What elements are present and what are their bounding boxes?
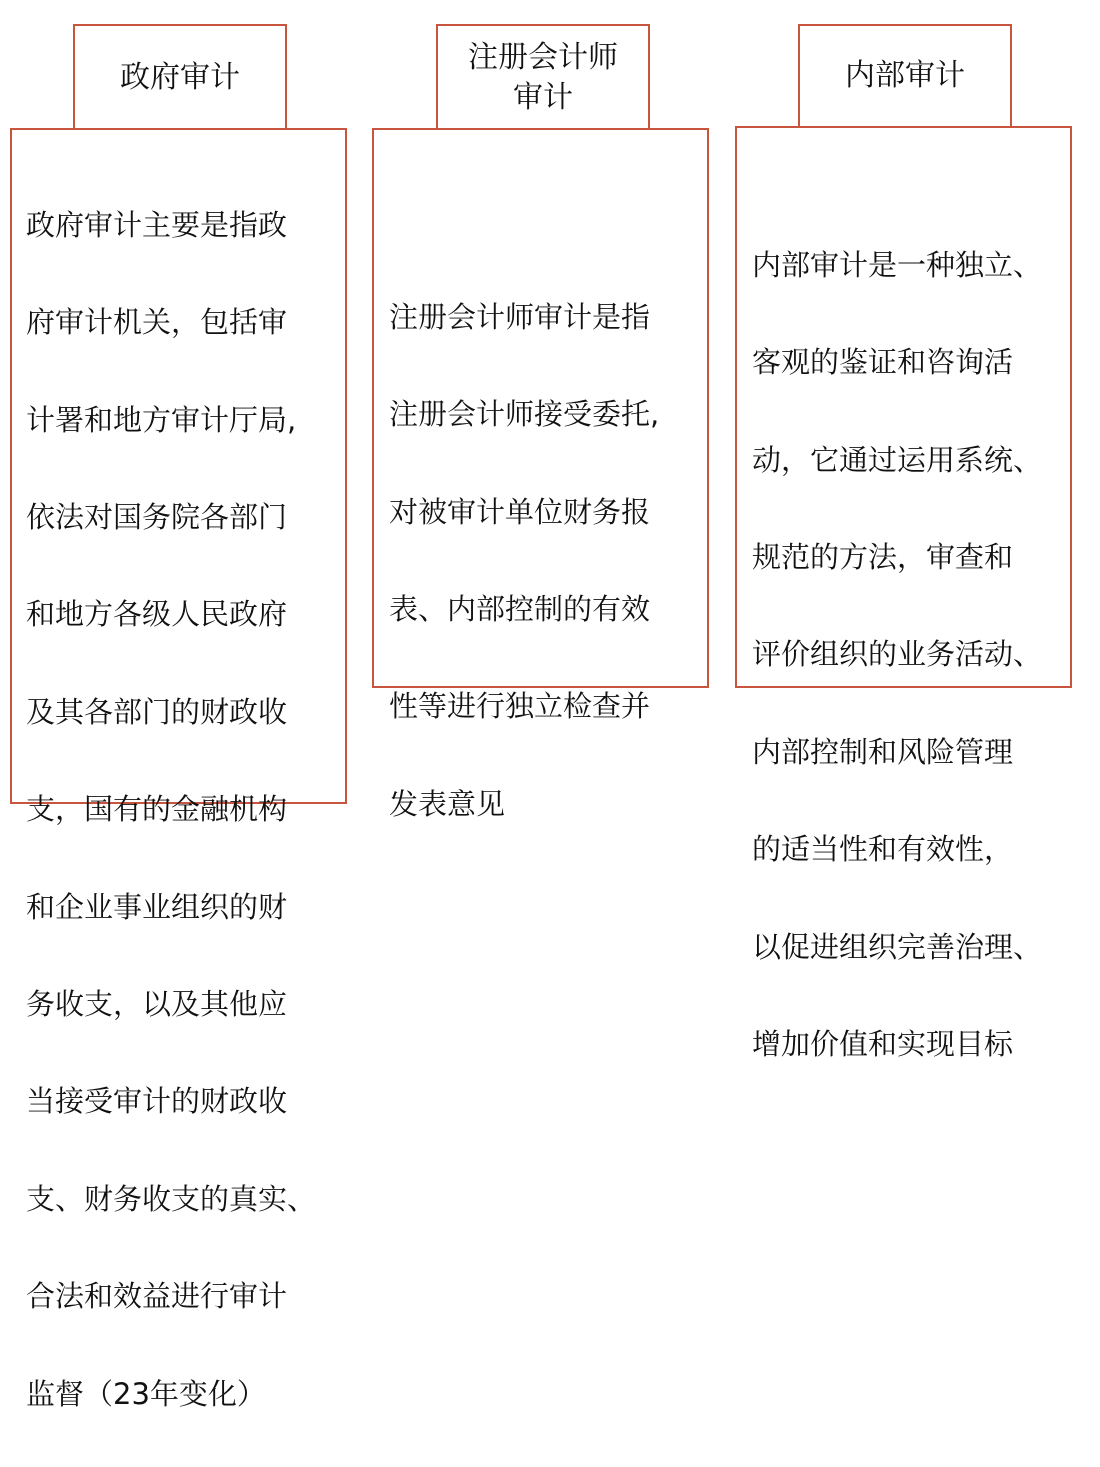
cpa-audit-title: 注册会计师 审计	[468, 39, 618, 115]
text-line: 动，它通过运用系统、	[752, 442, 1043, 477]
text-line: 客观的鉴证和咨询活	[752, 345, 1014, 380]
text-line: 监督（23年变化）	[26, 1376, 266, 1411]
text-line: 性等进行独立检查并	[389, 689, 651, 724]
text-line: 的适当性和有效性，	[752, 832, 1014, 867]
text-line: 注册会计师接受委托,	[389, 397, 660, 432]
text-line: 注册会计师审计是指	[389, 299, 651, 334]
government-audit-title: 政府审计	[120, 59, 240, 95]
text-line: 及其各部门的财政收	[26, 694, 288, 729]
internal-audit-description-box	[735, 126, 1072, 1061]
internal-audit-title: 内部审计	[845, 57, 965, 93]
text-line: 府审计机关，包括审	[26, 305, 288, 340]
government-audit-title-box	[73, 24, 287, 132]
text-line: 和企业事业组织的财	[26, 889, 288, 924]
text-line: 政府审计主要是指政	[26, 207, 288, 242]
text-line: 内部控制和风险管理	[752, 734, 1014, 769]
text-line: 评价组织的业务活动、	[752, 637, 1043, 672]
text-line: 发表意见	[389, 786, 506, 821]
text-line: 支、财务收支的真实、	[26, 1181, 317, 1216]
internal-audit-title-box	[798, 24, 1012, 128]
cpa-audit-description-box	[372, 128, 709, 821]
text-line: 支，国有的金融机构	[26, 792, 288, 827]
text-line: 计署和地方审计厅局,	[26, 402, 297, 437]
text-line: 和地方各级人民政府	[26, 597, 288, 632]
text-line: 内部审计是一种独立、	[752, 247, 1043, 282]
text-line: 当接受审计的财政收	[26, 1084, 288, 1119]
text-line: 增加价值和实现目标	[752, 1026, 1014, 1061]
cpa-audit-title-box	[436, 24, 650, 132]
text-line: 表、内部控制的有效	[389, 591, 651, 626]
government-audit-description-box	[10, 128, 347, 1411]
text-line: 依法对国务院各部门	[26, 499, 288, 534]
text-line: 务收支，以及其他应	[26, 986, 288, 1021]
text-line: 以促进组织完善治理、	[752, 929, 1043, 964]
text-line: 合法和效益进行审计	[26, 1279, 288, 1314]
text-line: 对被审计单位财务报	[389, 494, 651, 529]
text-line: 规范的方法，审查和	[752, 539, 1014, 574]
